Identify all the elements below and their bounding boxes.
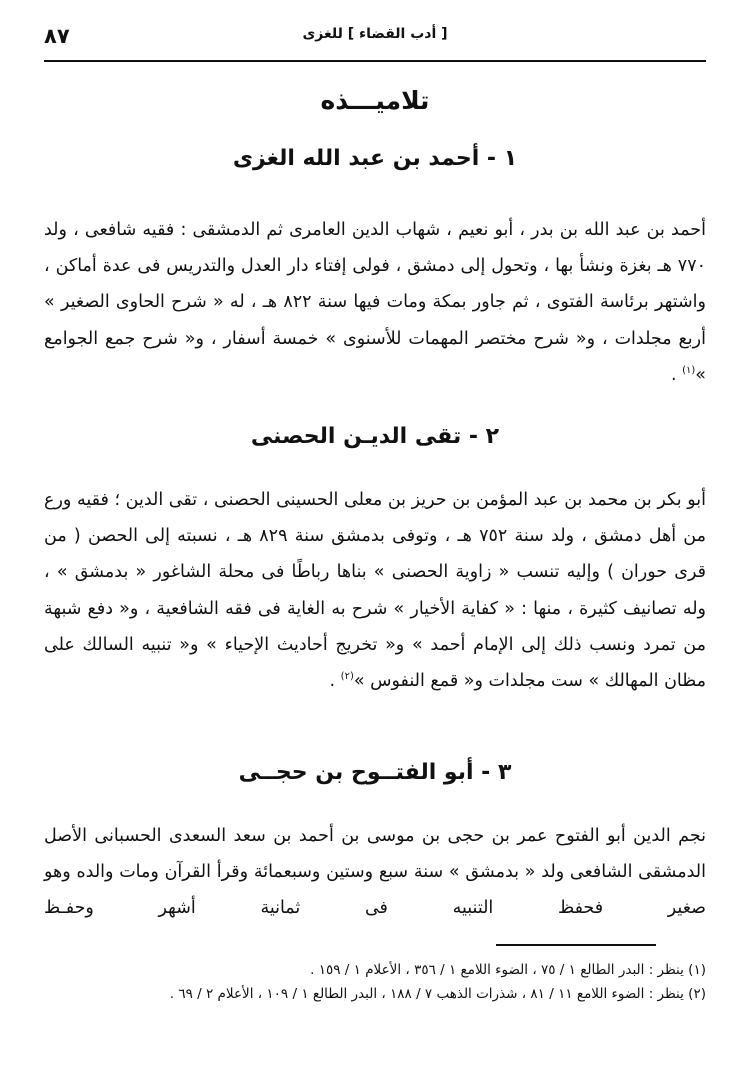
page-header [44,20,706,56]
footnotes [44,958,706,1006]
header-rule [44,60,706,62]
entry-body-1: أحمد بن عبد الله بن بدر ، أبو نعيم ، شهاب الدين العامرى ثم الدمشقى : فقيه شافعى ، ولد ٧٧٠ هـ بغزة ونشأ بها ، وتحول إلى دمشق ، فولى إفتاء دار العدل والتدريس فى عدة أماكن ، واشتهر برئاسة الفتوى ، ثم جاور بمكة ومات فيها سنة ٨٢٢ هـ ، له « شرح الحاوى الصغير » أربع مجلدات ، و« شرح مختصر المهمات للأسنوى » خمسة أسفار ، و« شرح جمع الجوامع » [44,220,706,385]
entry-text-1: أحمد بن عبد الله بن بدر ، أبو نعيم ، شهاب الدين العامرى ثم الدمشقى : فقيه شافعى ، ولد ٧٧٠ هـ بغزة ونشأ بها ، وتحول إلى دمشق ، فولى إفتاء دار العدل والتدريس فى عدة أماكن ، واشتهر برئاسة الفتوى ، ثم جاور بمكة ومات فيها سنة ٨٢٢ هـ ، له « شرح الحاوى الصغير » أربع مجلدات ، و« شرح مختصر المهمات للأسنوى » خمسة أسفار ، و« شرح جمع الجوامع »$^{(١)}$ . [44,220,706,385]
entry-body-3: نجم الدين أبو الفتوح عمر بن حجى بن موسى بن أحمد بن سعد السعدى الحسبانى الأصل الدمشقى الشافعى ولد « بدمشق » سنة سبع وستين وسبعمائة وقرأ القرآن ومات والده وهو صغير فحفظ التنبيه فى ثمانية أشهر وحفـظ [44,826,706,919]
entry-title-2: ٢ - تقى الديـن الحصنى [250,424,500,449]
running-title: [ أدب القضاء ] للغزى [302,26,448,42]
entry-title-1: ١ - أحمد بن عبد الله الغزى [232,146,518,171]
section-title: تلاميـــذه [320,86,430,115]
entry-text-3 [44,818,706,927]
page-number: ٨٧ [44,24,70,48]
entry-text-2: أبو بكر بن محمد بن عبد المؤمن بن حريز بن معلى الحسينى الحصنى ، تقى الدين ؛ فقيه ورع من أهل دمشق ، ولد سنة ٧٥٢ هـ ، وتوفى بدمشق سنة ٨٢٩ هـ ، نسبته إلى الحصن ( من قرى حوران ) وإليه تنسب « زاوية الحصنى » بناها رباطًا فى محلة الشاغور « بدمشق » ، وله تصانيف كثيرة ، منها : « كفاية الأخيار » شرح به الغاية فى فقه الشافعية ، و« دفع شبهة من تمرد ونسب ذلك إلى الإمام أحمد » و« تخريج أحاديث الإحياء » و« تنبيه السالك على مظان المهالك » ست مجلدات و« قمع النفوس »$^{(٢)}$ . [44,490,706,692]
entry-title-3: ٣ - أبو الفتــوح بن حجــى [238,760,512,785]
footnote-2: (٢) ينظر : الضوء اللامع ١١ / ٨١ ، شذرات الذهب ٧ / ١٨٨ ، البدر الطالع ١ / ١٠٩ ، الأعلام ٢ / ٦٩ . [169,986,706,1002]
footnote-1: (١) ينظر : البدر الطالع ١ / ٧٥ ، الضوء اللامع ١ / ٣٥٦ ، الأعلام ١ / ١٥٩ . [310,962,706,978]
footnote-ref-1: (١) [682,364,696,376]
footnote-rule [496,944,656,946]
footnote-ref-2: (٢) [340,671,354,683]
entry-body-2: أبو بكر بن محمد بن عبد المؤمن بن حريز بن معلى الحسينى الحصنى ، تقى الدين ؛ فقيه ورع من أهل دمشق ، ولد سنة ٧٥٢ هـ ، وتوفى بدمشق سنة ٨٢٩ هـ ، نسبته إلى الحصن ( من قرى حوران ) وإليه تنسب « زاوية الحصنى » بناها رباطًا فى محلة الشاغور « بدمشق » ، وله تصانيف كثيرة ، منها : « كفاية الأخيار » شرح به الغاية فى فقه الشافعية ، و« دفع شبهة من تمرد ونسب ذلك إلى الإمام أحمد » و« تخريج أحاديث الإحياء » و« تنبيه السالك على مظان المهالك » ست مجلدات و« قمع النفوس » [44,490,706,692]
